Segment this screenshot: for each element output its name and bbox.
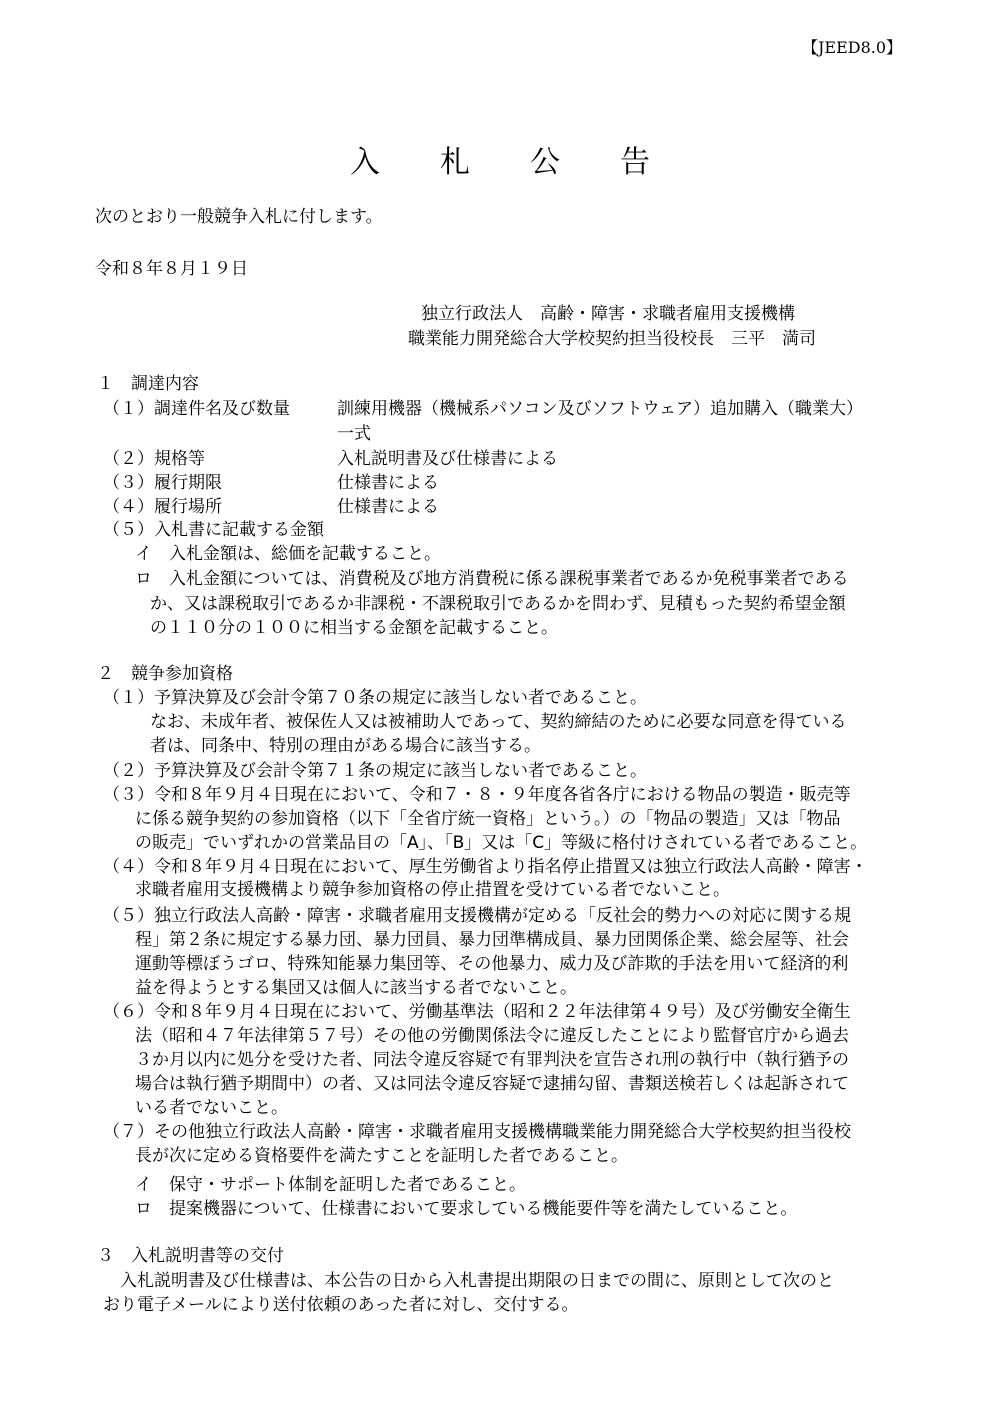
item-value: 一式 xyxy=(337,424,371,444)
item-label: （２）規格等 xyxy=(103,449,205,469)
clause-text: （５）独立行政法人高齢・障害・求職者雇用支援機構が定める「反社会的勢力への対応に関する規 xyxy=(103,906,851,926)
clause-text: 益を得ようとする集団又は個人に該当する者でないこと。 xyxy=(135,978,577,998)
sub-item-text: イ 入札金額は、総価を記載すること。 xyxy=(135,544,441,564)
clause-text: なお、未成年者、被保佐人又は被補助人であって、契約締結のために必要な同意を得ている xyxy=(150,712,847,732)
clause-text: 長が次に定める資格要件を満たすことを証明した者であること。 xyxy=(135,1146,628,1166)
section-heading: ２ 競争参加資格 xyxy=(97,664,233,684)
clause-text: （３）令和８年９月４日現在において、令和７・８・９年度各省各庁における物品の製造・販売等 xyxy=(103,785,851,805)
item-label: （５）入札書に記載する金額 xyxy=(103,520,324,540)
section-heading: １ 調達内容 xyxy=(97,374,199,394)
item-value: 訓練用機器（機械系パソコン及びソフトウェア）追加購入（職業大） xyxy=(337,399,863,419)
paragraph-text: 入札説明書及び仕様書は、本公告の日から入札書提出期限の日までの間に、原則として次のと xyxy=(120,1271,834,1291)
clause-text: 運動等標ぼうゴロ、特殊知能暴力集団等、その他暴力、威力及び詐欺的手法を用いて経済的利 xyxy=(135,954,849,974)
notice-date: 令和８年８月１９日 xyxy=(95,259,248,279)
clause-text: に係る競争契約の参加資格（以下「全省庁統一資格」という。）の「物品の製造」又は「物品 xyxy=(135,809,841,829)
sub-item-text: の１１０分の１００に相当する金額を記載すること。 xyxy=(150,618,558,638)
item-label: （４）履行場所 xyxy=(103,497,222,517)
item-label: （１）調達件名及び数量 xyxy=(103,399,290,419)
clause-text: （２）予算決算及び会計令第７１条の規定に該当しない者であること。 xyxy=(103,761,647,781)
clause-text: の販売」でいずれかの営業品目の「A」、「B」又は「C」等級に格付けされている者であること。 xyxy=(135,833,868,853)
issuer-org: 独立行政法人 高齢・障害・求職者雇用支援機構 xyxy=(421,304,795,324)
clause-text: 場合は執行猶予期間中）の者、又は同法令違反容疑で逮捕勾留、書類送検若しくは起訴されて xyxy=(135,1074,849,1094)
clause-text: （７）その他独立行政法人高齢・障害・求職者雇用支援機構職業能力開発総合大学校契約担当役校 xyxy=(103,1122,851,1142)
clause-text: ３か月以内に処分を受けた者、同法令違反容疑で有罪判決を宣告され刑の執行中（執行猶予の xyxy=(135,1050,849,1070)
sub-item-text: ロ 入札金額については、消費税及び地方消費税に係る課税事業者であるか免税事業者である xyxy=(135,569,849,589)
item-value: 仕様書による xyxy=(337,473,439,493)
clause-text: 者は、同条中、特別の理由がある場合に該当する。 xyxy=(150,736,541,756)
clause-text: いる者でないこと。 xyxy=(135,1098,288,1118)
issuer-officer: 職業能力開発総合大学校契約担当役校長 三平 満司 xyxy=(408,329,816,349)
sub-item-text: イ 保守・サポート体制を証明した者であること。 xyxy=(135,1175,526,1195)
intro-text: 次のとおり一般競争入札に付します。 xyxy=(95,207,383,227)
item-label: （３）履行期限 xyxy=(103,473,222,493)
item-value: 入札説明書及び仕様書による xyxy=(337,449,558,469)
clause-text: 求職者雇用支援機構より競争参加資格の停止措置を受けている者でないこと。 xyxy=(135,880,730,900)
item-value: 仕様書による xyxy=(337,497,439,517)
clause-text: （１）予算決算及び会計令第７０条の規定に該当しない者であること。 xyxy=(103,688,647,708)
paragraph-text: おり電子メールにより送付依頼のあった者に対し、交付する。 xyxy=(103,1295,579,1315)
document-tag: 【JEED8.0】 xyxy=(802,38,903,57)
clause-text: 程」第２条に規定する暴力団、暴力団員、暴力団準構成員、暴力団関係企業、総会屋等、社会 xyxy=(135,930,849,950)
sub-item-text: ロ 提案機器について、仕様書において要求している機能要件等を満たしていること。 xyxy=(135,1199,798,1219)
section-heading: ３ 入札説明書等の交付 xyxy=(97,1246,284,1266)
clause-text: （６）令和８年９月４日現在において、労働基準法（昭和２２年法律第４９号）及び労働安全衛生 xyxy=(103,1002,851,1022)
clause-text: （４）令和８年９月４日現在において、厚生労働省より指名停止措置又は独立行政法人高齢・障害・ xyxy=(103,857,868,877)
page-title: 入 札 公 告 xyxy=(350,145,650,180)
clause-text: 法（昭和４７年法律第５７号）その他の労働関係法令に違反したことにより監督官庁から過去 xyxy=(135,1026,849,1046)
sub-item-text: か、又は課税取引であるか非課税・不課税取引であるかを問わず、見積もった契約希望金額 xyxy=(150,594,846,614)
